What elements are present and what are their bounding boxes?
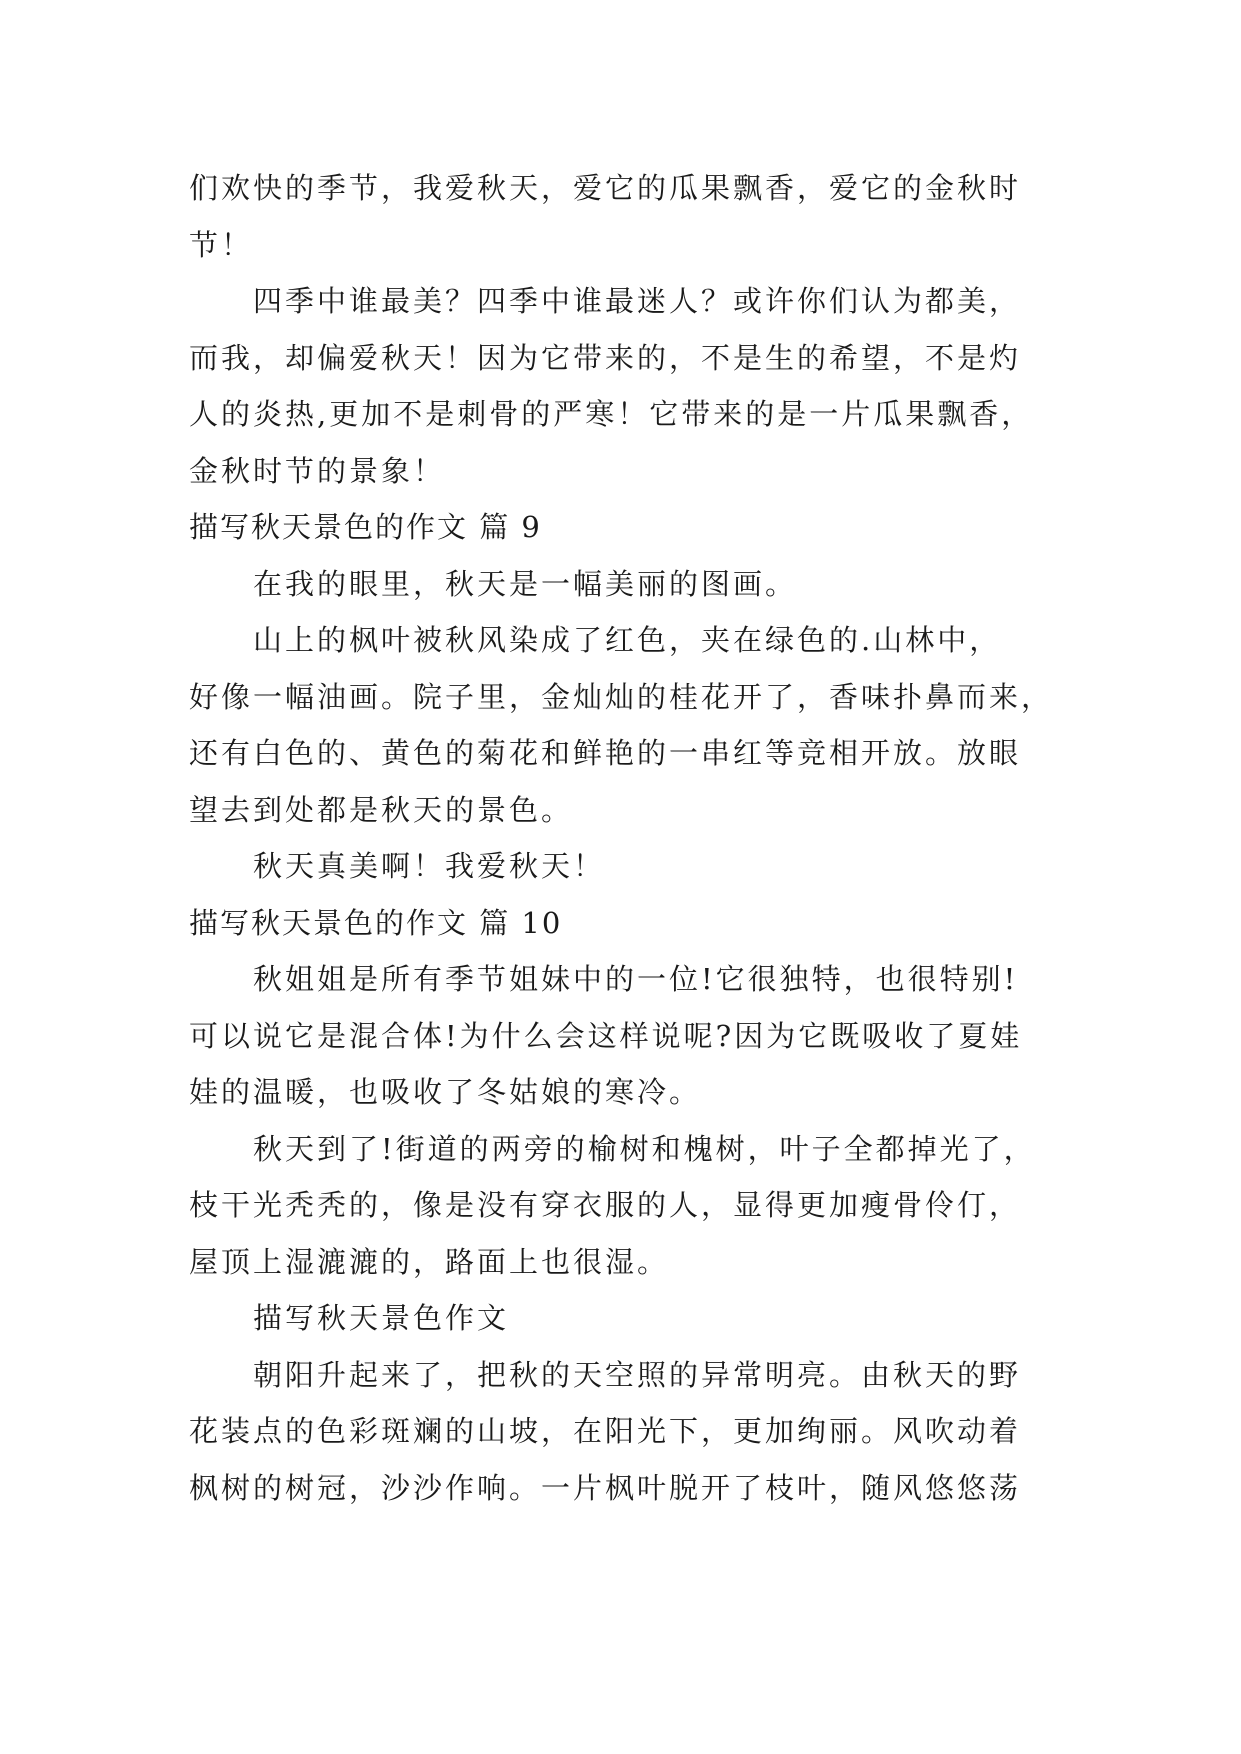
- paragraph-line: 好像一幅油画。院子里，金灿灿的桂花开了，香味扑鼻而来，: [189, 679, 1054, 714]
- paragraph-line: 秋天真美啊！我爱秋天！: [253, 849, 606, 883]
- paragraph-line: 四季中谁最美？四季中谁最迷人？或许你们认为都美，: [253, 284, 1022, 318]
- paragraph-line: 屋顶上湿漉漉的，路面上也很湿。: [189, 1244, 670, 1279]
- paragraph-line: 枫树的树冠，沙沙作响。一片枫叶脱开了枝叶，随风悠悠荡: [189, 1470, 1022, 1505]
- paragraph-line: 朝阳升起来了，把秋的天空照的异常明亮。由秋天的野: [253, 1357, 1022, 1392]
- paragraph-line: 而我，却偏爱秋天！因为它带来的，不是生的希望，不是灼: [189, 340, 1022, 375]
- paragraph-line: 节！: [189, 227, 254, 262]
- paragraph-line: 望去到处都是秋天的景色。: [189, 792, 574, 827]
- paragraph-line: 在我的眼里，秋天是一幅美丽的图画。: [253, 566, 798, 601]
- section-heading: 描写秋天景色的作文 篇 9: [189, 510, 542, 544]
- paragraph-line: 还有白色的、黄色的菊花和鲜艳的一串红等竞相开放。放眼: [189, 736, 1022, 770]
- paragraph-line: 金秋时节的景象！: [189, 453, 446, 488]
- paragraph-line: 花装点的色彩斑斓的山坡，在阳光下，更加绚丽。风吹动着: [189, 1414, 1022, 1448]
- paragraph-line: 秋天到了!街道的两旁的榆树和槐树，叶子全都掉光了，: [253, 1131, 1036, 1166]
- paragraph-line: 可以说它是混合体!为什么会这样说呢?因为它既吸收了夏娃: [189, 1018, 1023, 1053]
- paragraph-line: 描写秋天景色作文: [253, 1301, 510, 1335]
- paragraph-line: 枝干光秃秃的，像是没有穿衣服的人，显得更加瘦骨伶仃，: [189, 1188, 1022, 1222]
- paragraph-line: 人的炎热,更加不是刺骨的严寒！它带来的是一片瓜果飘香，: [189, 397, 1034, 431]
- paragraph-line: 秋姐姐是所有季节姐妹中的一位!它很独特，也很特别!: [253, 962, 1019, 996]
- section-heading: 描写秋天景色的作文 篇 10: [189, 905, 563, 940]
- paragraph-line: 们欢快的季节，我爱秋天，爱它的瓜果飘香，爱它的金秋时: [189, 171, 1022, 205]
- paragraph-line: 山上的枫叶被秋风染成了红色，夹在绿色的.山林中，: [253, 623, 1002, 657]
- paragraph-line: 娃的温暖，也吸收了冬姑娘的寒冷。: [189, 1075, 702, 1109]
- document-body: [189, 160, 1069, 1516]
